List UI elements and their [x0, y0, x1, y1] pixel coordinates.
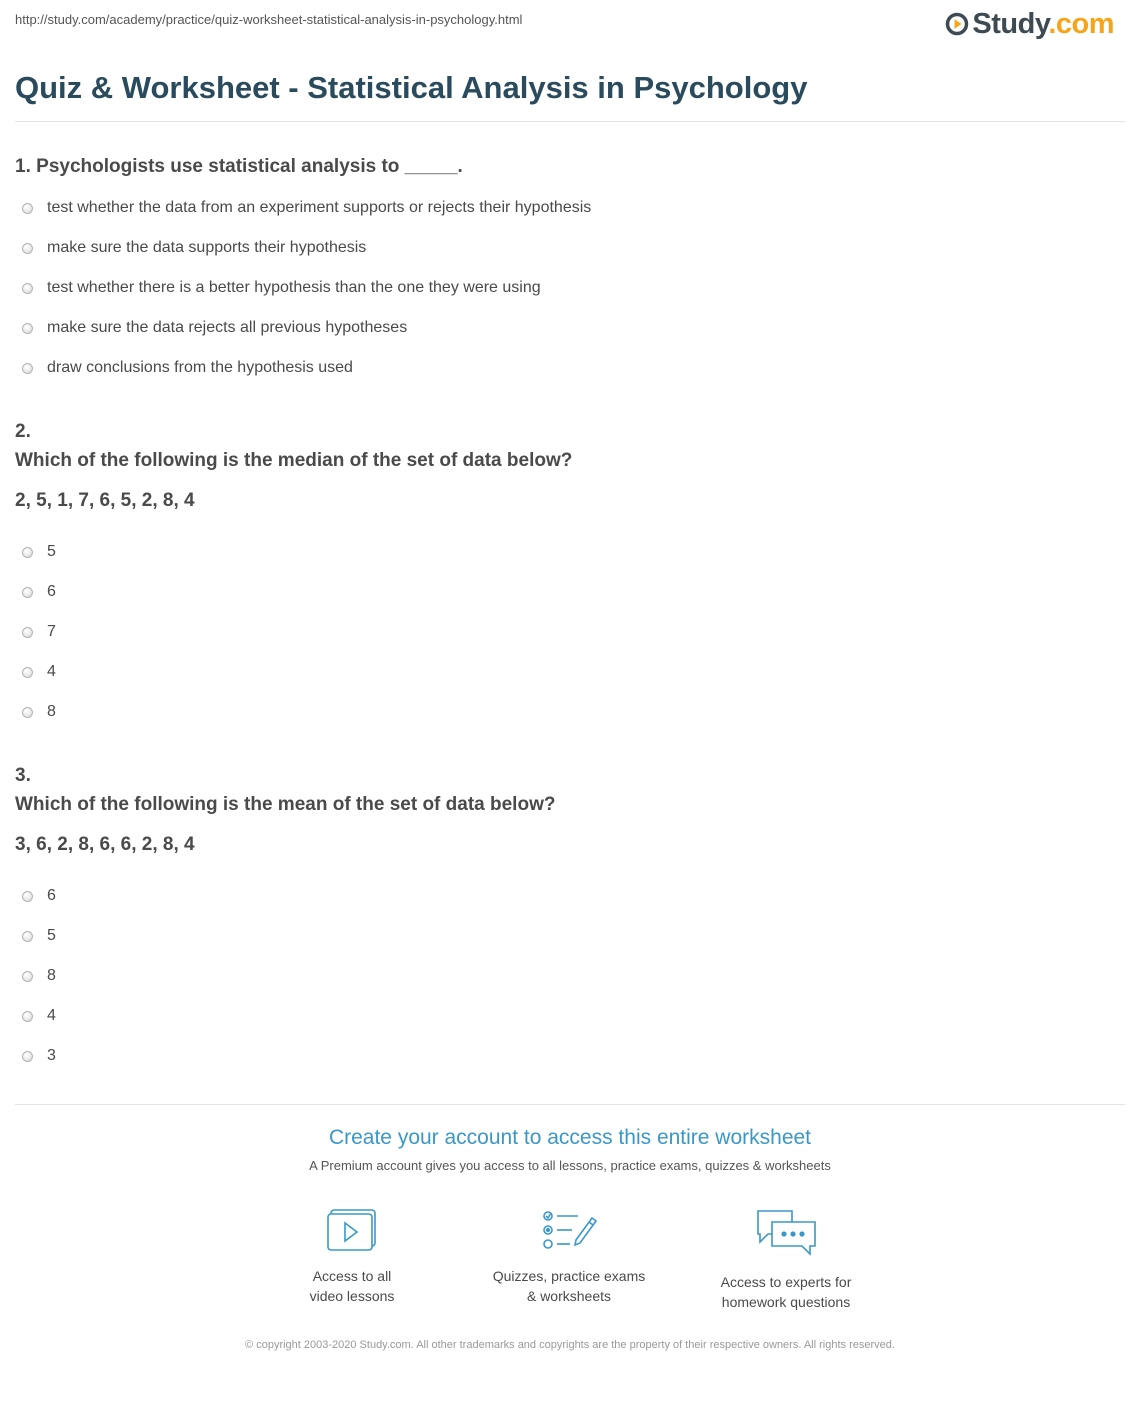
option-label: 8 — [47, 967, 56, 984]
radio-button[interactable] — [22, 283, 33, 294]
answer-option[interactable] — [22, 277, 541, 299]
answer-option[interactable] — [22, 357, 353, 379]
radio-button[interactable] — [22, 203, 33, 214]
answer-option[interactable] — [22, 197, 591, 219]
radio-button[interactable] — [22, 587, 33, 598]
option-label: test whether the data from an experiment supports or rejects their hypothesis — [47, 199, 592, 216]
logo-wordmark: Study.com — [972, 8, 1114, 40]
radio-button[interactable] — [22, 707, 33, 718]
answer-option[interactable] — [22, 621, 56, 643]
option-label: 5 — [47, 543, 56, 560]
answer-option[interactable] — [22, 701, 56, 723]
radio-button[interactable] — [22, 323, 33, 334]
study-logo[interactable] — [945, 7, 1114, 41]
radio-button[interactable] — [22, 971, 33, 982]
option-label: draw conclusions from the hypothesis used — [47, 359, 353, 376]
radio-button[interactable] — [22, 627, 33, 638]
page-url: http://study.com/academy/practice/quiz-worksheet-statistical-analysis-in-psychology.html — [15, 12, 523, 27]
copyright-footer: © copyright 2003-2020 Study.com. All other trademarks and copyrights are the property of their respective owners. All rights reserved. — [245, 1339, 895, 1351]
feature-label: homework questions — [721, 1294, 851, 1310]
radio-button[interactable] — [22, 243, 33, 254]
answer-option[interactable] — [22, 1005, 56, 1027]
option-label: 8 — [47, 703, 56, 720]
answer-option[interactable] — [22, 581, 56, 603]
answer-option[interactable] — [22, 1045, 56, 1067]
answer-option[interactable] — [22, 925, 56, 947]
feature-label: Access to experts for — [720, 1274, 852, 1290]
feature-label: Access to all — [312, 1268, 392, 1284]
radio-button[interactable] — [22, 363, 33, 374]
create-account-link[interactable]: Create your account to access this entire worksheet — [328, 1126, 812, 1149]
answer-option[interactable] — [22, 965, 56, 987]
question-number: 1. — [15, 156, 31, 177]
cta-subtitle: A Premium account gives you access to all lessons, practice exams, quizzes & worksheets — [309, 1158, 831, 1173]
option-label: test whether there is a better hypothesis than the one they were using — [47, 279, 541, 296]
feature-video-lessons — [252, 1208, 452, 1306]
option-label: 6 — [47, 583, 56, 600]
option-label: 6 — [47, 887, 56, 904]
radio-button[interactable] — [22, 1011, 33, 1022]
feature-experts — [686, 1208, 886, 1312]
option-label: 5 — [47, 927, 56, 944]
radio-button[interactable] — [22, 547, 33, 558]
option-label: 3 — [47, 1047, 56, 1064]
divider — [15, 1104, 1125, 1105]
option-label: make sure the data rejects all previous hypotheses — [47, 319, 408, 336]
radio-button[interactable] — [22, 931, 33, 942]
answer-option[interactable] — [22, 885, 56, 907]
option-label: 4 — [47, 1007, 56, 1024]
answer-option[interactable] — [22, 661, 56, 683]
feature-quizzes — [469, 1208, 669, 1306]
radio-button[interactable] — [22, 667, 33, 678]
question-text: Psychologists use statistical analysis to _____. — [36, 156, 463, 177]
divider — [15, 121, 1125, 122]
question-2-number: 2. — [15, 421, 31, 442]
answer-option[interactable] — [22, 541, 56, 563]
logo-suffix: .com — [1048, 8, 1114, 40]
page-title: Quiz & Worksheet - Statistical Analysis in Psychology — [15, 70, 808, 105]
question-3-number: 3. — [15, 765, 31, 786]
question-3-text: Which of the following is the mean of the set of data below? — [15, 794, 556, 815]
chat-bubbles-icon — [754, 1208, 818, 1258]
quiz-checklist-icon — [540, 1208, 598, 1252]
option-label: 7 — [47, 623, 56, 640]
option-label: make sure the data supports their hypothesis — [47, 239, 367, 256]
question-2-data: 2, 5, 1, 7, 6, 5, 2, 8, 4 — [15, 490, 195, 511]
answer-option[interactable] — [22, 237, 366, 259]
feature-label: video lessons — [309, 1288, 395, 1304]
play-logo-icon — [945, 12, 969, 36]
video-lesson-icon — [326, 1208, 378, 1252]
question-1 — [15, 152, 463, 181]
question-2-text: Which of the following is the median of the set of data below? — [15, 450, 573, 471]
radio-button[interactable] — [22, 891, 33, 902]
feature-label: & worksheets — [526, 1288, 612, 1304]
question-3-data: 3, 6, 2, 8, 6, 6, 2, 8, 4 — [15, 834, 195, 855]
feature-label: Quizzes, practice exams — [492, 1268, 646, 1284]
answer-option[interactable] — [22, 317, 407, 339]
radio-button[interactable] — [22, 1051, 33, 1062]
option-label: 4 — [47, 663, 56, 680]
